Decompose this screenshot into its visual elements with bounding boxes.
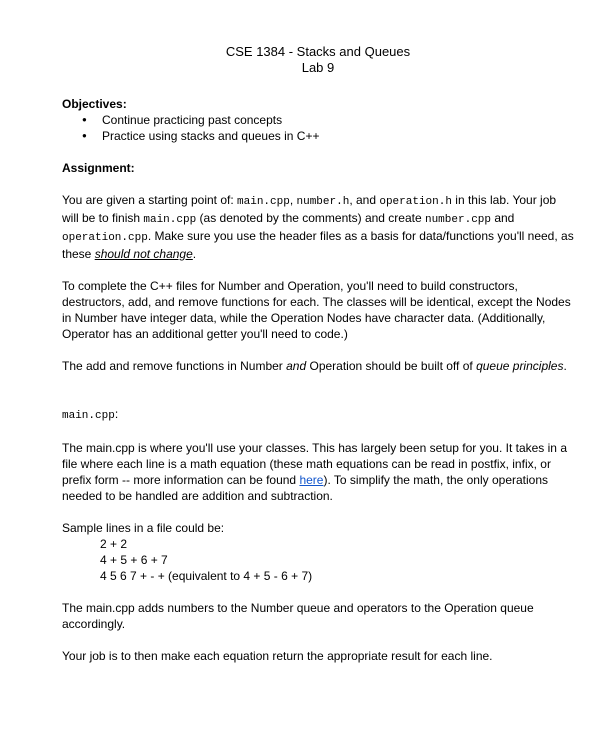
assignment-paragraph-3 (62, 358, 574, 374)
text-run: , and (349, 193, 380, 207)
here-link[interactable]: here (299, 473, 324, 487)
italic-text: queue principles (476, 359, 564, 373)
text-run: , (289, 193, 297, 207)
text-run: and (491, 211, 515, 225)
sample-line: 4 + 5 + 6 + 7 (100, 553, 168, 567)
text-run: ). To simplify the math, the only operations needed to be handled are addition and subtraction. (62, 473, 549, 503)
filename-number-h: number.h (296, 196, 350, 208)
text-run: . Make sure you use the header files as a basis for data/functions you'll need, as these (62, 229, 574, 261)
document-subtitle: Lab 9 (301, 60, 335, 75)
samples-list (62, 536, 574, 584)
assignment-paragraph-2: To complete the C++ files for Number and Operation, you'll need to build constructors, destructors, add, and remove functions for each. The classes will be identical, except the Nodes in Number have integer data, while the Operation Nodes have character data. (Additionally, Operator has an additional getter you'll need to code.) (62, 279, 571, 341)
text-run: The add and remove functions in Number (62, 359, 287, 373)
main-cpp-paragraph-3: Your job is to then make each equation return the appropriate result for each line. (62, 649, 493, 663)
text-run: You are given a starting point of: (62, 193, 238, 207)
text-run: : (114, 407, 119, 421)
assignment-heading: Assignment: (62, 161, 135, 175)
document-title: CSE 1384 - Stacks and Queues (225, 44, 411, 59)
objective-item: ● Continue practicing past concepts (62, 112, 574, 128)
filename-main-cpp: main.cpp (237, 196, 290, 208)
objectives-heading: Objectives: (62, 97, 127, 111)
filename-number-cpp: number.cpp (424, 214, 491, 226)
text-run: . (192, 247, 197, 261)
text-run: . (563, 359, 567, 373)
samples-intro: Sample lines in a file could be: (62, 521, 225, 535)
document-page (62, 44, 574, 664)
text-run: in this lab. Your job will be to finish (62, 193, 557, 225)
filename-operation-h: operation.h (379, 196, 452, 208)
document-title-block (62, 44, 574, 76)
sample-line: 4 5 6 7 + - + (equivalent to 4 + 5 - 6 + 7) (100, 569, 313, 583)
objectives-list (62, 112, 574, 144)
objective-item: ● Practice using stacks and queues in C++ (62, 128, 574, 144)
main-cpp-paragraph-2: The main.cpp adds numbers to the Number queue and operators to the Operation queue accordingly. (62, 601, 534, 631)
main-cpp-paragraph-1 (62, 440, 574, 504)
main-cpp-heading (62, 406, 574, 424)
assignment-paragraph-1 (62, 192, 574, 262)
emphasis-text: should not change (94, 247, 193, 261)
text-run: Operation should be built off of (306, 359, 477, 373)
sample-line: 2 + 2 (100, 537, 128, 551)
filename-main-cpp: main.cpp (143, 214, 197, 226)
main-cpp-heading-name: main.cpp (62, 410, 115, 422)
text-run: (as denoted by the comments) and create (196, 211, 425, 225)
italic-text: and (286, 359, 307, 373)
filename-operation-cpp: operation.cpp (62, 232, 148, 244)
text-run: The main.cpp is where you'll use your classes. This has largely been setup for you. It takes in a file where each line is a math equation (these math equations can be read in postfix, infix, or prefix form -- more information can be found (62, 441, 567, 487)
